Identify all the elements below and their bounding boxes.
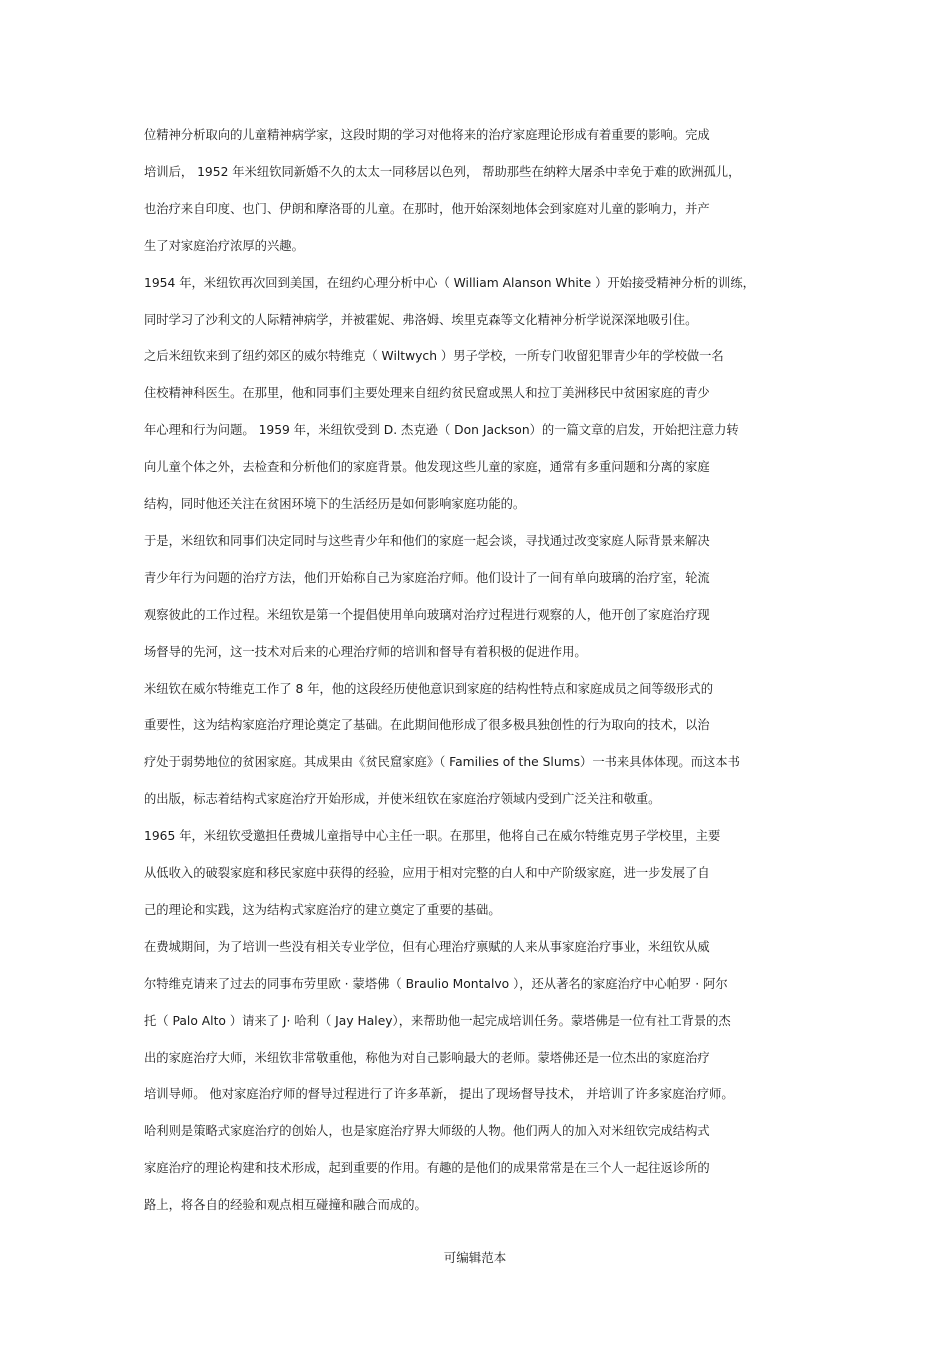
text-line: 从低收入的破裂家庭和移民家庭中获得的经验，应用于相对完整的白人和中产阶级家庭，进一步发展了自 [144, 866, 710, 880]
text-line: 培训后， 1952 年米纽钦同新婚不久的太太一同移居以色列， 帮助那些在纳粹大屠杀中幸免于难的欧洲孤儿， [144, 164, 741, 179]
page-footer: 可编辑范本 [443, 1250, 507, 1265]
text-line: 路上，将各自的经验和观点相互碰撞和融合而成的。 [144, 1198, 427, 1213]
text-line: 尔特维克请来了过去的同事布劳里欧 · 蒙塔佛（ Braulio Montalvo ），还从著名的家庭治疗中心帕罗 · 阿尔 [144, 976, 728, 991]
text-line: 同时学习了沙利文的人际精神病学，并被霍妮、弗洛姆、埃里克森等文化精神分析学说深深地吸引住。 [144, 312, 698, 327]
text-line: 结构，同时他还关注在贫困环境下的生活经历是如何影响家庭功能的。 [144, 497, 526, 511]
text-line: 1965 年，米纽钦受邀担任费城儿童指导中心主任一职。在那里，他将自己在威尔特维克男子学校里，主要 [144, 829, 721, 844]
text-line: 重要性，这为结构家庭治疗理论奠定了基础。在此期间他形成了很多极具独创性的行为取向的技术，以治 [144, 718, 710, 733]
text-line: 住校精神科医生。在那里，他和同事们主要处理来自纽约贫民窟或黑人和拉丁美洲移民中贫困家庭的青少 [144, 386, 710, 401]
text-line: 生了对家庭治疗浓厚的兴趣。 [144, 238, 304, 253]
text-line: 托（ Palo Alto ）请来了 J· 哈利（ Jay Haley），来帮助他一起完成培训任务。蒙塔佛是一位有社工背景的杰 [144, 1013, 731, 1028]
text-line: 出的家庭治疗大师，米纽钦非常敬重他，称他为对自己影响最大的老师。蒙塔佛还是一位杰出的家庭治疗 [144, 1050, 710, 1065]
text-line: 哈利则是策略式家庭治疗的创始人，也是家庭治疗界大师级的人物。他们两人的加入对米纽钦完成结构式 [144, 1124, 710, 1139]
text-line: 向儿童个体之外，去检查和分析他们的家庭背景。他发现这些儿童的家庭，通常有多重问题和分离的家庭 [144, 460, 710, 475]
text-line: 于是，米纽钦和同事们决定同时与这些青少年和他们的家庭一起会谈，寻找通过改变家庭人际背景来解决 [144, 533, 710, 548]
text-line: 在费城期间，为了培训一些没有相关专业学位，但有心理治疗禀赋的人来从事家庭治疗事业，米纽钦从威 [144, 939, 710, 954]
text-line: 1954 年，米纽钦再次回到美国，在纽约心理分析中心（ William Alanson White ）开始接受精神分析的训练， [144, 275, 755, 290]
text-line: 也治疗来自印度、也门、伊朗和摩洛哥的儿童。在那时，他开始深刻地体会到家庭对儿童的影响力，并产 [144, 201, 710, 216]
text-line: 位精神分析取向的儿童精神病学家，这段时期的学习对他将来的治疗家庭理论形成有着重要的影响。完成 [144, 128, 710, 142]
text-line: 家庭治疗的理论构建和技术形成，起到重要的作用。有趣的是他们的成果常常是在三个人一起往返诊所的 [144, 1161, 710, 1176]
text-line: 之后米纽钦来到了纽约郊区的威尔特维克（ Wiltwych ）男子学校，一所专门收留犯罪青少年的学校做一名 [144, 349, 724, 364]
text-line: 己的理论和实践，这为结构式家庭治疗的建立奠定了重要的基础。 [144, 902, 501, 917]
text-line: 的出版，标志着结构式家庭治疗开始形成，并使米纽钦在家庭治疗领域内受到广泛关注和敬重。 [144, 792, 661, 807]
text-line: 米纽钦在威尔特维克工作了 8 年，他的这段经历使他意识到家庭的结构性特点和家庭成员之间等级形式的 [144, 681, 714, 696]
text-line: 青少年行为问题的治疗方法，他们开始称自己为家庭治疗师。他们设计了一间有单向玻璃的治疗室，轮流 [144, 570, 710, 585]
text-line: 场督导的先河，这一技术对后来的心理治疗师的培训和督导有着积极的促进作用。 [144, 644, 587, 659]
text-line: 观察彼此的工作过程。米纽钦是第一个提倡使用单向玻璃对治疗过程进行观察的人，他开创了家庭治疗现 [144, 607, 710, 622]
text-line: 培训导师。 他对家庭治疗师的督导过程进行了许多革新， 提出了现场督导技术， 并培训了许多家庭治疗师。 [144, 1087, 734, 1102]
text-line: 疗处于弱势地位的贫困家庭。其成果由《贫民窟家庭》（ Families of the Slums）一书来具体体现。而这本书 [144, 755, 740, 770]
text-line: 年心理和行为问题。 1959 年，米纽钦受到 D. 杰克逊（ Don Jackson）的一篇文章的启发，开始把注意力转 [144, 423, 739, 438]
